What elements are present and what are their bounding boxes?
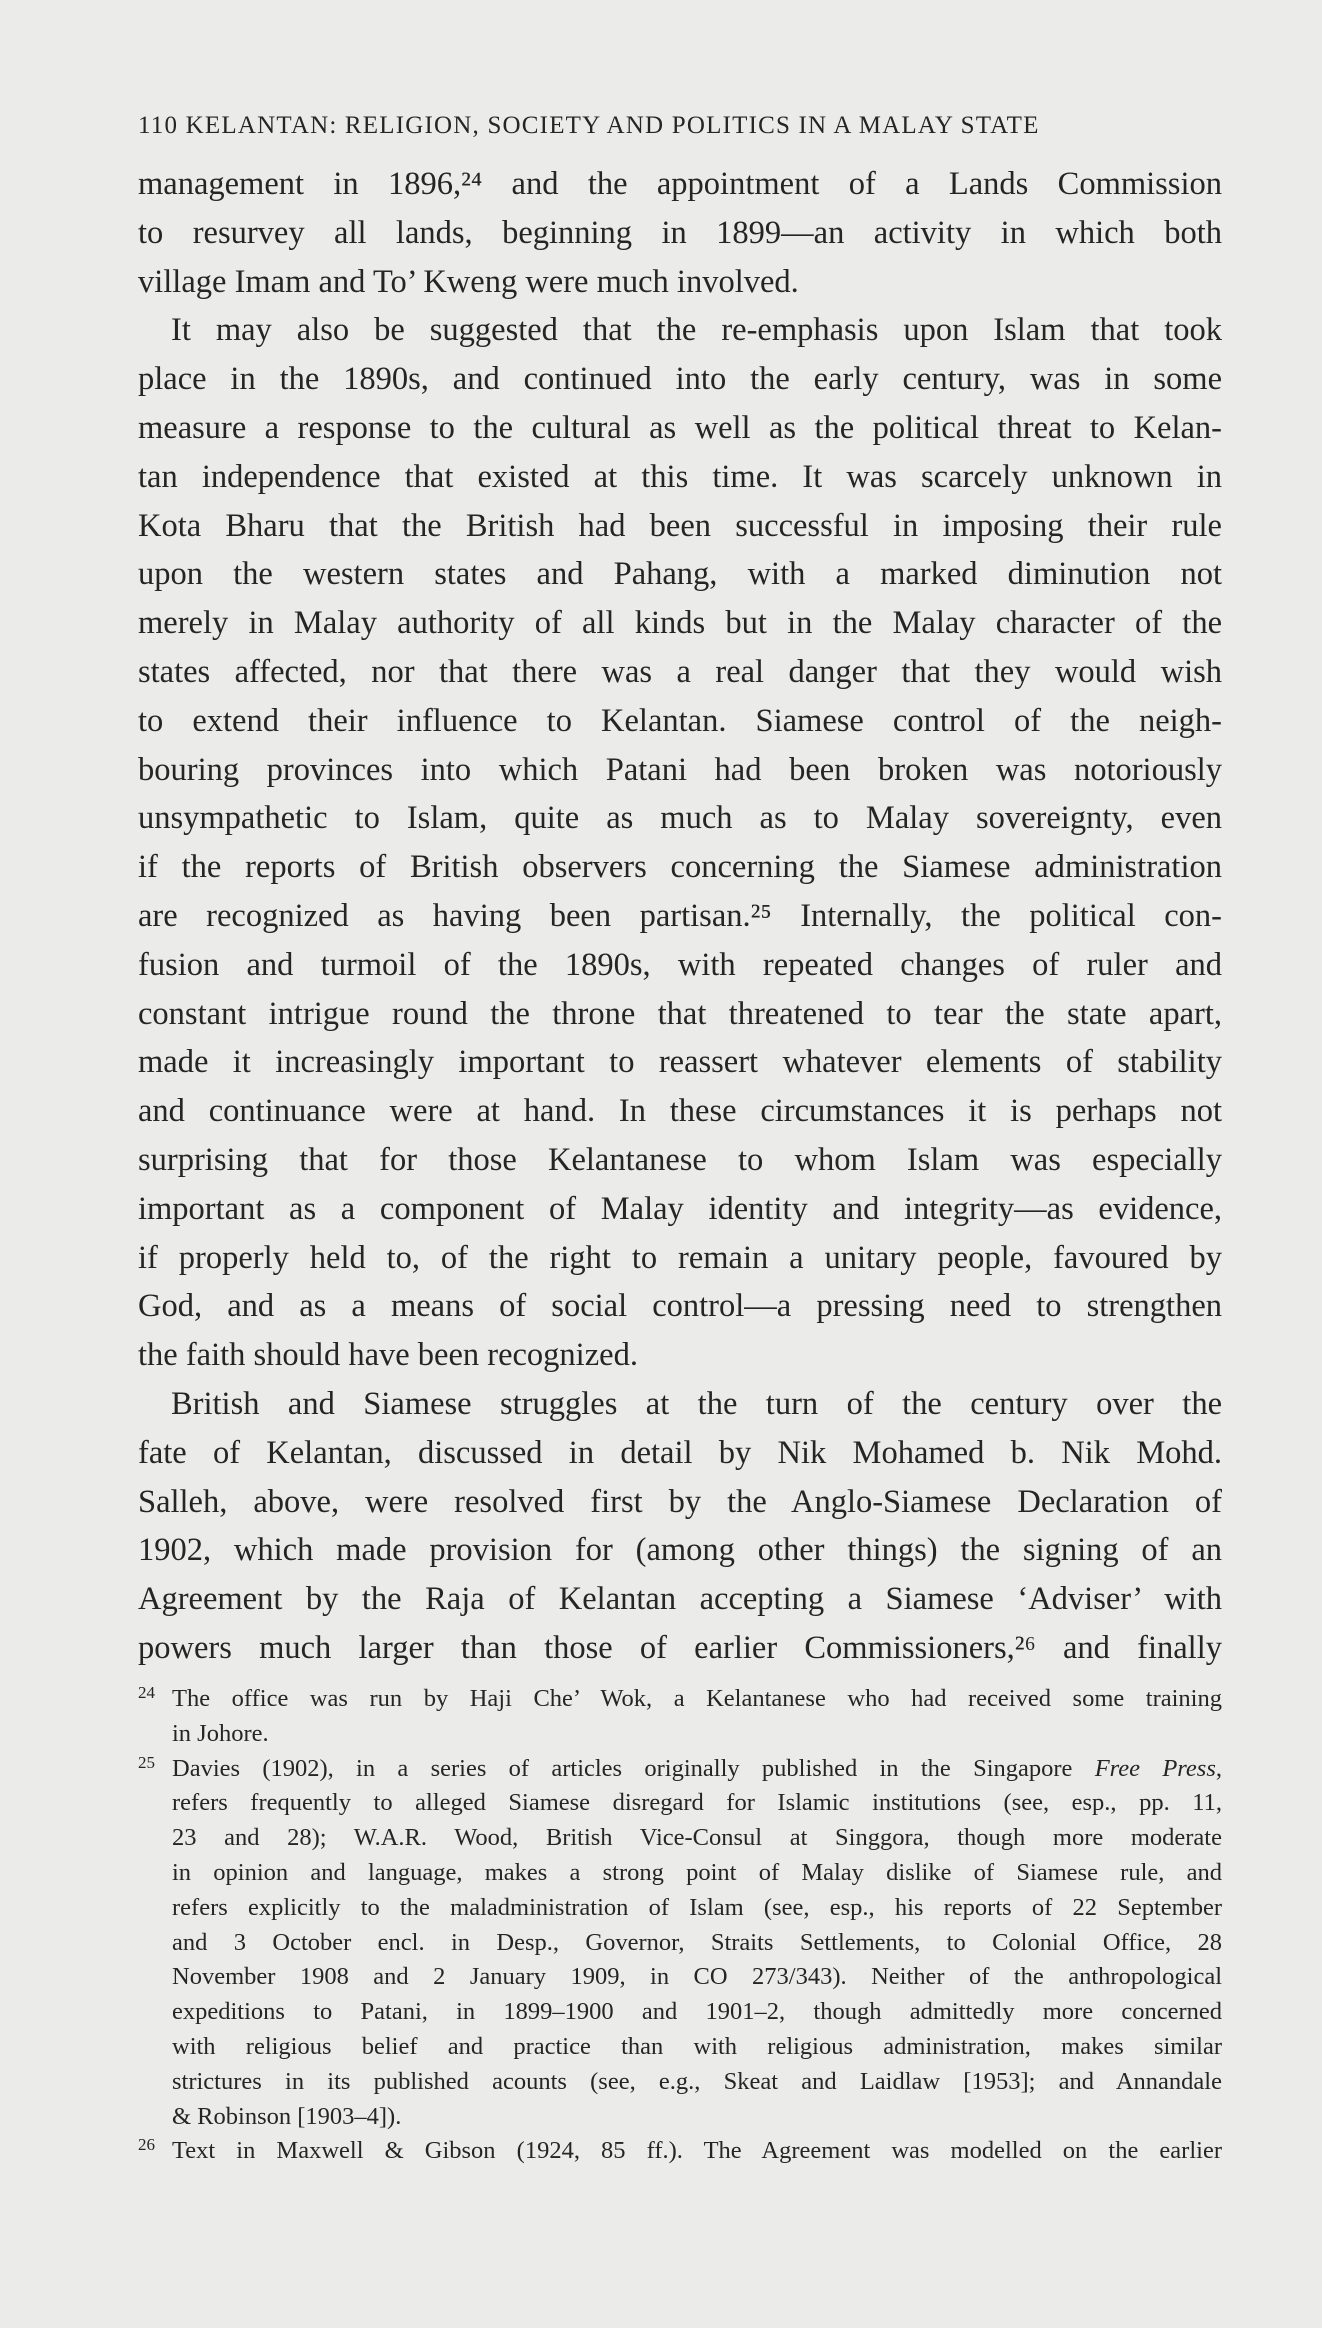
footnote-line [138, 2100, 1222, 2135]
footnote-text: , [1215, 1754, 1222, 1782]
footnote-line [138, 1717, 1222, 1752]
body-line: states affected, nor that there was a real danger that they would wish [138, 653, 1222, 690]
body-line: upon the western states and Pahang, with a marked diminution not [138, 556, 1222, 593]
body-text [138, 160, 1222, 1673]
body-line: Kota Bharu that the British had been successful in imposing their rule [138, 507, 1222, 544]
body-line: the faith should have been recognized. [138, 1337, 638, 1374]
running-title: KELANTAN: RELIGION, SOCIETY AND POLITICS IN A MALAY STATE [185, 112, 1040, 139]
body-line: village Imam and To’ Kweng were much involved. [138, 263, 799, 300]
body-line: to extend their influence to Kelantan. Siamese control of the neigh- [138, 702, 1222, 739]
footnote-number: 26 [138, 2135, 155, 2155]
footnote-number: 24 [138, 1683, 155, 1702]
footnote-text: and 3 October encl. in Desp., Governor, Straits Settlements, to Colonial Office, 28 [172, 1928, 1222, 1956]
body-line: British and Siamese struggles at the turn of the century over the [171, 1385, 1222, 1422]
body-line: fusion and turmoil of the 1890s, with repeated changes of ruler and [138, 946, 1222, 983]
footnote-text: 23 and 28); W.A.R. Wood, British Vice-Consul at Singgora, though more moderate [172, 1824, 1222, 1852]
footnote-text: with religious belief and practice than with religious administration, makes similar [172, 2032, 1222, 2060]
body-line: 1902, which made provision for (among other things) the signing of an [138, 1532, 1222, 1569]
body-line: Agreement by the Raja of Kelantan accepting a Siamese ‘Adviser’ with [138, 1581, 1222, 1618]
footnote-line [138, 1682, 1222, 1717]
body-line: if the reports of British observers concerning the Siamese administration [138, 849, 1222, 886]
body-line: fate of Kelantan, discussed in detail by Nik Mohamed b. Nik Mohd. [138, 1434, 1222, 1471]
footnote-number: 25 [138, 1752, 155, 1772]
footnote-text: & Robinson [1903–4]). [172, 2102, 402, 2130]
footnote-text: expeditions to Patani, in 1899–1900 and 1901–2, though admittedly more concerned [172, 1998, 1222, 2026]
footnote-text: November 1908 and 2 January 1909, in CO 273/343). Neither of the anthropological [172, 1963, 1222, 1991]
body-line: measure a response to the cultural as well as the political threat to Kelan- [138, 409, 1222, 446]
body-line: constant intrigue round the throne that threatened to tear the state apart, [138, 995, 1222, 1032]
footnote-line [138, 1891, 1222, 1926]
body-line: tan independence that existed at this time. It was scarcely unknown in [138, 458, 1222, 495]
footnote-text: refers explicitly to the maladministration of Islam (see, esp., his reports of 22 September [172, 1893, 1222, 1921]
footnote-line [138, 1926, 1222, 1961]
footnote-text: refers frequently to alleged Siamese disregard for Islamic institutions (see, esp., pp. 11, [172, 1789, 1222, 1817]
page-number: 110 [138, 112, 179, 139]
body-line: are recognized as having been partisan.²⁵ Internally, the political con- [138, 897, 1222, 934]
footnote-text: The office was run by Haji Che’ Wok, a Kelantanese who had received some training [172, 1685, 1222, 1712]
footnote-line [138, 1995, 1222, 2030]
footnote-text: Text in Maxwell & Gibson (1924, 85 ff.). The Agreement was modelled on the earlier [172, 2137, 1222, 2165]
footnote-line [138, 1821, 1222, 1856]
footnote-line [138, 2134, 1222, 2169]
italic-title: Free Press [1094, 1754, 1216, 1782]
footnote-text: Davies (1902), in a series of articles originally published in the Singapore [172, 1754, 1095, 1782]
footnote-line [138, 1786, 1222, 1821]
body-line: place in the 1890s, and continued into the early century, was in some [138, 361, 1222, 398]
body-line: and continuance were at hand. In these circumstances it is perhaps not [138, 1093, 1222, 1130]
footnote-text: strictures in its published acounts (see, e.g., Skeat and Laidlaw [1953]; and Annandale [172, 2067, 1222, 2095]
footnote-line [138, 1960, 1222, 1995]
footnote-text: in opinion and language, makes a strong point of Malay dislike of Siamese rule, and [172, 1858, 1222, 1886]
body-line: important as a component of Malay identity and integrity—as evidence, [138, 1190, 1222, 1227]
body-line: God, and as a means of social control—a pressing need to strengthen [138, 1288, 1222, 1325]
footnote-line [138, 2065, 1222, 2100]
footnote-text: in Johore. [172, 1719, 269, 1747]
body-line: to resurvey all lands, beginning in 1899—an activity in which both [138, 214, 1222, 251]
body-line: management in 1896,²⁴ and the appointment of a Lands Commission [138, 166, 1222, 202]
footnote-line [138, 1856, 1222, 1891]
running-header [138, 112, 1228, 140]
body-line: powers much larger than those of earlier Commissioners,²⁶ and finally [138, 1629, 1222, 1666]
footnotes [138, 1682, 1222, 2169]
body-line: bouring provinces into which Patani had been broken was notoriously [138, 751, 1222, 788]
body-line: made it increasingly important to reassert whatever elements of stability [138, 1044, 1222, 1081]
body-line: merely in Malay authority of all kinds but in the Malay character of the [138, 605, 1222, 642]
body-line: Salleh, above, were resolved first by the Anglo-Siamese Declaration of [138, 1483, 1222, 1520]
body-line: It may also be suggested that the re-emphasis upon Islam that took [171, 312, 1222, 349]
body-line: unsympathetic to Islam, quite as much as to Malay sovereignty, even [138, 800, 1222, 837]
footnote-line [138, 2030, 1222, 2065]
body-line: surprising that for those Kelantanese to whom Islam was especially [138, 1141, 1222, 1178]
body-line: if properly held to, of the right to remain a unitary people, favoured by [138, 1239, 1222, 1276]
footnote-line [138, 1752, 1222, 1787]
